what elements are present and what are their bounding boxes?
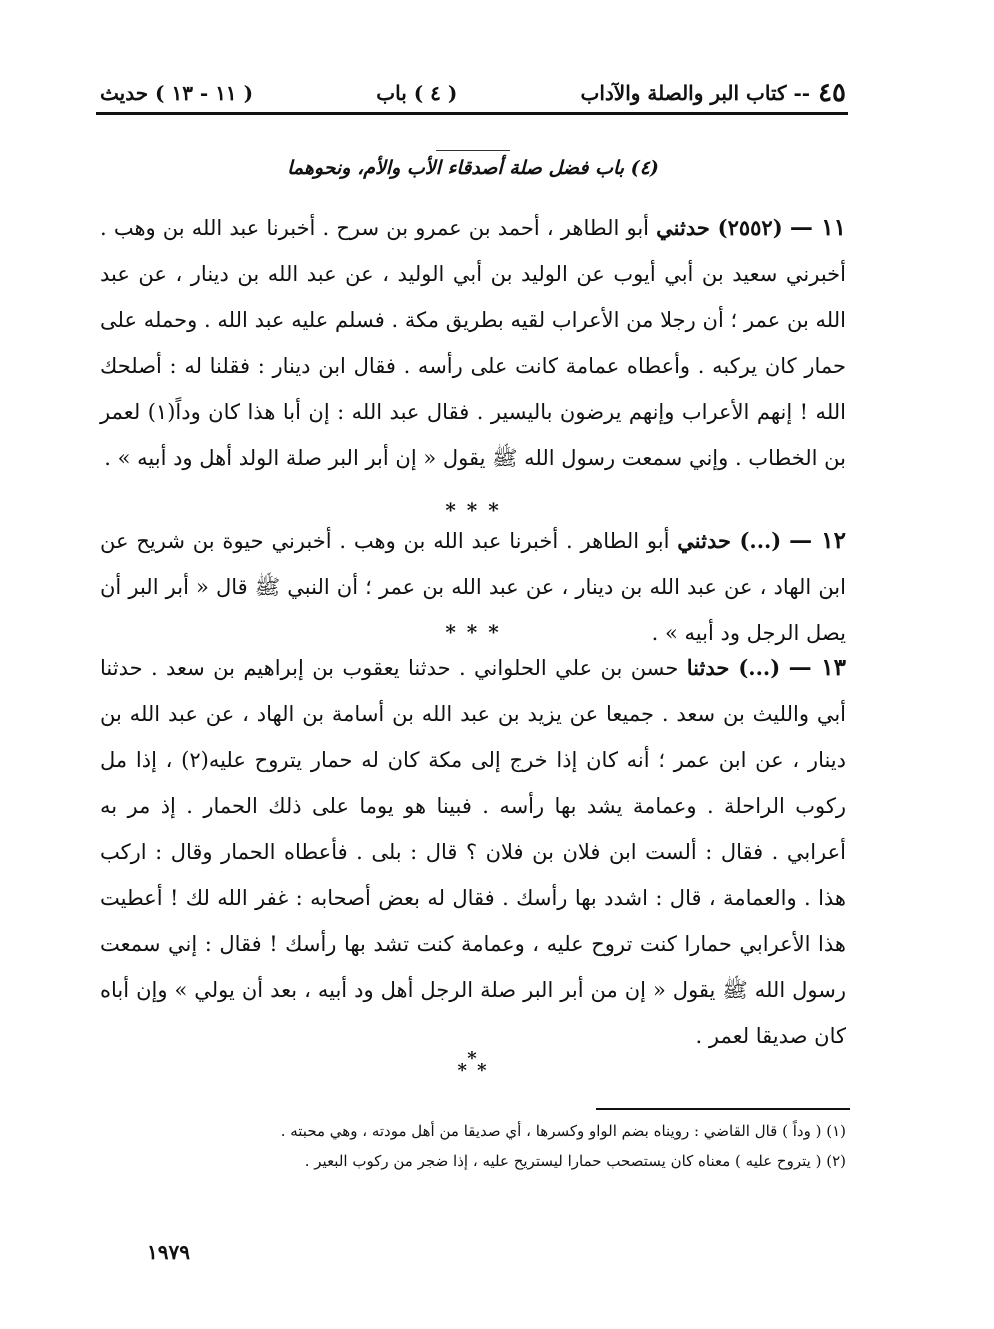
chapter-reference: ( ٤ ) باب <box>376 81 458 105</box>
running-header <box>100 78 846 108</box>
hadith-13 <box>100 645 846 1059</box>
hadith-number: ١٢ — <box>789 527 846 554</box>
footnote-rule <box>596 1108 850 1110</box>
hadith-text: أبو الطاهر ، أحمد بن عمرو بن سرح . أخبرنا عبد الله بن وهب . أخبرني سعيد بن أبي أيوب عن الوليد بن أبي الوليد ، عن عبد الله بن دينار ، عن عبد الله بن عمر ؛ أن رجلا من الأعراب لقيه بطريق مكة . فسلم عليه عبد الله . وحمله على حمار كان يركبه . وأعطاه عمامة كانت على رأسه . فقال ابن دينار : فقلنا له : أصلحك الله ! إنهم الأعراب وإنهم يرضون باليسير . فقال عبد الله : إن أبا هذا كان وداً(١) لعمر بن الخطاب . وإني سمعت رسول الله ﷺ يقول « إن أبر البر صلة الولد أهل ود أبيه » . <box>100 216 846 470</box>
chapter-title: (٤) باب فضل صلة أصدقاء الأب والأم، ونحوهما <box>287 157 659 179</box>
section-separator: * * * <box>445 620 501 644</box>
hadith-lead: (...) حدثني <box>677 528 782 553</box>
page-label: ٤٥ <box>818 78 846 108</box>
hadith-number: ١٣ — <box>788 654 846 681</box>
hadith-text: أبو الطاهر . أخبرنا عبد الله بن وهب . أخبرني حيوة بن شريح عن ابن الهاد ، عن عبد الله بن دينار ، عن عبد الله بن عمر ؛ أن النبي ﷺ قال « أبر البر أن يصل الرجل ود أبيه » . <box>100 529 846 645</box>
footnote-1: (١) ( وداً ) قال القاضي : رويناه بضم الواو وكسرها ، أي صديقا من أهل مودته ، وهي محبته . <box>280 1122 846 1140</box>
hadith-11 <box>100 205 846 481</box>
footnote-2: (٢) ( يتروح عليه ) معناه كان يستصحب حمارا ليستريح عليه ، إذا ضجر من ركوب البعير . <box>304 1152 846 1170</box>
chapter-heading-rule <box>436 150 510 151</box>
hadith-text: حسن بن علي الحلواني . حدثنا يعقوب بن إبراهيم بن سعد . حدثنا أبي والليث بن سعد . جميعا عن يزيد بن عبد الله بن أسامة بن الهاد ، عن عبد الله بن دينار ، عن ابن عمر ؛ أنه كان إذا خرج إلى مكة كان له حمار يتروح عليه(٢) ، إذا مل ركوب الراحلة . وعمامة يشد بها رأسه . فبينا هو يوما على ذلك الحمار . إذ مر به أعرابي . فقال : ألست ابن فلان بن فلان ؟ قال : بلى . فأعطاه الحمار وقال : اركب هذا . والعمامة ، قال : اشدد بها رأسك . فقال له بعض أصحابه : غفر الله لك ! أعطيت هذا الأعرابي حمارا كنت تروح عليه ، وعمامة كنت تشد بها رأسك ! فقال : إني سمعت رسول الله ﷺ يقول « إن من أبر البر صلة الرجل أهل ود أبيه ، بعد أن يولي » وإن أباه كان صديقا لعمر . <box>100 656 846 1048</box>
end-ornament: * * * <box>457 1048 489 1081</box>
hadith-number: ١١ — <box>789 214 847 241</box>
hadith-lead: (...) حدثنا <box>686 655 781 680</box>
header-rule <box>96 112 848 115</box>
page-number: ١٩٧٩ <box>147 1240 190 1264</box>
section-separator: * * * <box>445 498 501 522</box>
running-header-right <box>581 78 847 108</box>
footnotes <box>100 1116 846 1176</box>
hadith-range: ( ١١ - ١٣ ) حديث <box>100 81 254 105</box>
book-title: -- كتاب البر والصلة والآداب <box>580 81 811 105</box>
hadith-lead: (٢٥٥٢) حدثني <box>656 215 783 240</box>
chapter-heading <box>100 150 846 179</box>
